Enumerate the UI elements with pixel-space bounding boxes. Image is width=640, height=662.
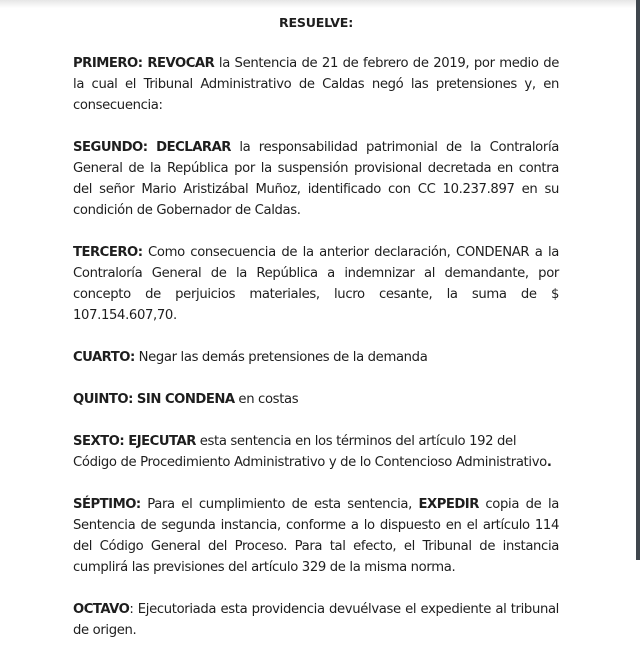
paragraph-septimo (73, 494, 559, 578)
document-page (73, 12, 559, 662)
primero-label: PRIMERO: REVOCAR (73, 56, 215, 71)
sexto-period: . (546, 455, 552, 470)
segundo-text: la responsabilidad patrimonial de la Contraloría General de la República por la suspensión provisional decretada en contra del señor Mario Aristizábal Muñoz, identificado con CC 10.237.897 en su condición de Gobernador de Caldas. (73, 140, 559, 218)
octavo-text: : Ejecutoriada esta providencia devuélvase el expediente al tribunal de origen. (73, 602, 559, 638)
paragraph-tercero (73, 242, 559, 326)
paragraph-cuarto (73, 347, 559, 368)
paragraph-quinto (73, 389, 559, 410)
septimo-expedir: EXPEDIR (418, 497, 479, 512)
octavo-label: OCTAVO (73, 602, 130, 617)
quinto-text: en costas (234, 392, 299, 407)
resolution-heading: RESUELVE: (278, 15, 354, 30)
sexto-text: esta sentencia en los términos del artículo 192 del Código de Procedimiento Administrativo y de lo Contencioso Administrativo (73, 434, 547, 470)
quinto-label: QUINTO: SIN CONDENA (73, 392, 235, 407)
sexto-label: SEXTO: EJECUTAR (73, 434, 196, 449)
paragraph-primero (73, 53, 559, 116)
viewer-scrollbar-gutter[interactable] (636, 0, 640, 560)
cuarto-label: CUARTO: (73, 350, 135, 365)
primero-text: la Sentencia de 21 de febrero de 2019, por medio de la cual el Tribunal Administrativo de Caldas negó las pretensiones y, en consecuencia: (73, 56, 559, 113)
septimo-label: SÉPTIMO: (73, 497, 141, 512)
tercero-text: Como consecuencia de la anterior declaración, CONDENAR a la Contraloría General de la República a indemnizar al demandante, por concepto de perjuicios materiales, lucro cesante, la suma de $ 107.154.607,70. (73, 245, 559, 323)
paragraph-segundo (73, 137, 559, 221)
cuarto-text: Negar las demás pretensiones de la demanda (134, 350, 428, 365)
page-top-shadow (0, 0, 636, 8)
segundo-label: SEGUNDO: DECLARAR (73, 140, 231, 155)
septimo-text-1: Para el cumplimiento de esta sentencia, (140, 497, 419, 512)
septimo-text-2: copia de la Sentencia de segunda instancia, conforme a lo dispuesto en el artículo 114 del Código General del Proceso. Para tal efecto, el Tribunal de instancia cumplirá las previsiones del artículo 329 de la misma norma. (73, 497, 559, 575)
paragraph-octavo (73, 599, 559, 641)
tercero-label: TERCERO: (73, 245, 143, 260)
paragraph-sexto (73, 431, 559, 473)
